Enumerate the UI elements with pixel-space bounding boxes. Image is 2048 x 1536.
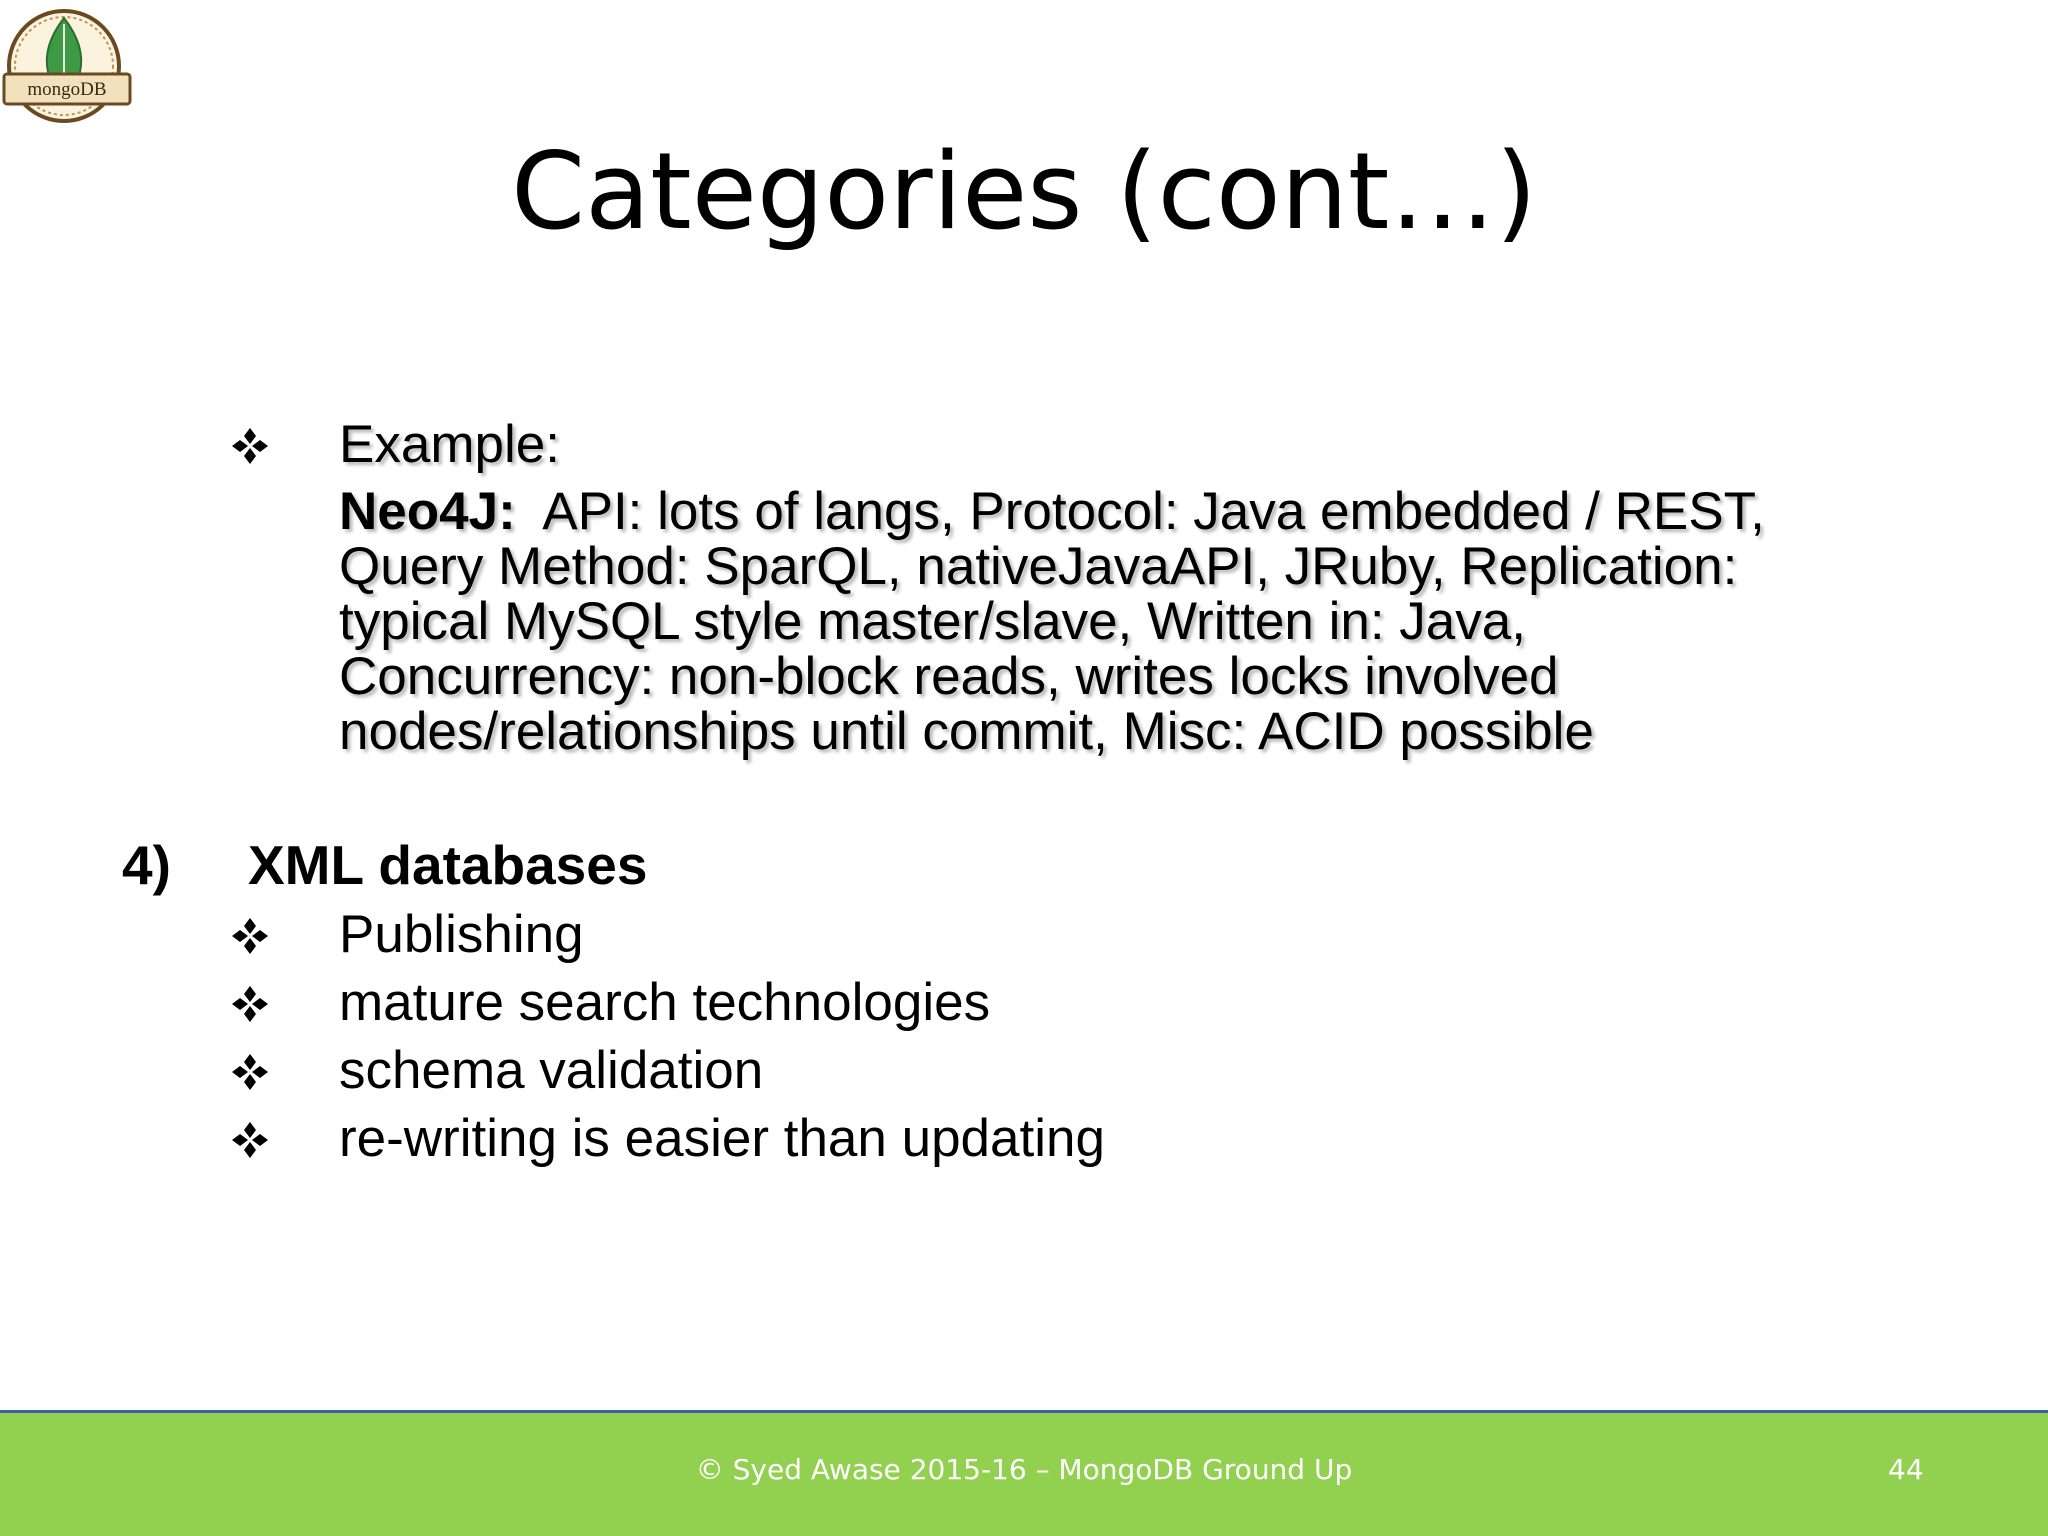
bullet-diamond-icon (230, 916, 270, 956)
example-line-4: Concurrency: non-block reads, writes locks involved (339, 647, 1559, 706)
example-line-2: Query Method: SparQL, nativeJavaAPI, JRuby, Replication: (339, 537, 1738, 596)
list-item: mature search technologies (339, 973, 991, 1032)
example-line-5: nodes/relationships until commit, Misc: ACID possible (339, 702, 1594, 761)
example-line-1-text: API: lots of langs, Protocol: Java embedded / REST, (515, 482, 1765, 541)
footer-copyright: © Syed Awase 2015-16 – MongoDB Ground Up (695, 1453, 1353, 1486)
bullet-diamond-icon (230, 426, 270, 466)
example-line-1 (339, 484, 1899, 539)
mongodb-logo (2, 6, 134, 124)
section-title: XML databases (248, 834, 648, 896)
bullet-diamond-icon (230, 1120, 270, 1160)
list-item: schema validation (339, 1041, 764, 1100)
example-bold-lead: Neo4J: (339, 482, 516, 541)
example-body (339, 484, 1899, 759)
page-number: 44 (1888, 1453, 1924, 1486)
bullet-diamond-icon (230, 984, 270, 1024)
footer-bar (0, 1410, 2048, 1536)
slide-title: Categories (cont…) (511, 130, 1537, 253)
section-number: 4) (122, 834, 171, 896)
example-line-3: typical MySQL style master/slave, Written in: Java, (339, 592, 1526, 651)
list-item: Publishing (339, 905, 584, 964)
logo-text: mongoDB (27, 79, 107, 100)
bullet-diamond-icon (230, 1052, 270, 1092)
list-item: re-writing is easier than updating (339, 1109, 1105, 1168)
example-label: Example: (339, 415, 560, 474)
